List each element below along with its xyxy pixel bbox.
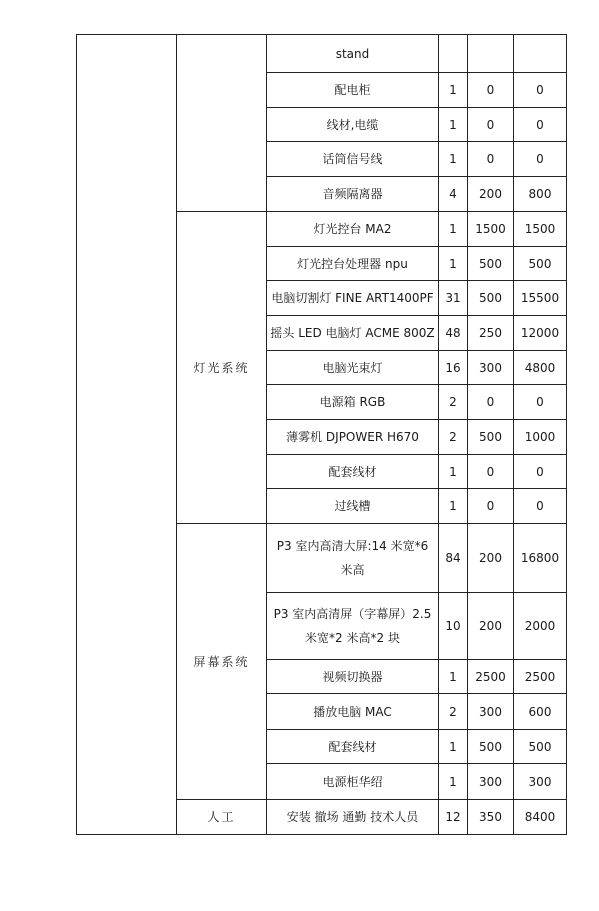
item-name-cell: 电源箱 RGB bbox=[267, 385, 439, 420]
section-lighting-cell: 灯光系统 bbox=[177, 212, 267, 524]
total-cell: 500 bbox=[514, 730, 567, 764]
item-name-cell: 灯光控台处理器 npu bbox=[267, 247, 439, 281]
item-name-cell: 薄雾机 DJPOWER H670 bbox=[267, 420, 439, 455]
quantity-cell: 4 bbox=[439, 177, 468, 212]
total-cell: 4800 bbox=[514, 351, 567, 385]
total-cell: 500 bbox=[514, 247, 567, 281]
total-cell: 1500 bbox=[514, 212, 567, 247]
total-cell: 1000 bbox=[514, 420, 567, 455]
quote-table bbox=[76, 34, 567, 835]
unit-price-cell: 0 bbox=[468, 489, 514, 524]
total-cell: 8400 bbox=[514, 800, 567, 835]
quantity-cell: 1 bbox=[439, 764, 468, 800]
quantity-cell: 12 bbox=[439, 800, 468, 835]
item-name-cell: 电脑光束灯 bbox=[267, 351, 439, 385]
unit-price-cell: 350 bbox=[468, 800, 514, 835]
total-cell: 0 bbox=[514, 108, 567, 142]
quantity-cell: 1 bbox=[439, 108, 468, 142]
quantity-cell: 1 bbox=[439, 73, 468, 108]
item-name-cell: 配套线材 bbox=[267, 455, 439, 489]
unit-price-cell: 2500 bbox=[468, 660, 514, 694]
quantity-cell: 1 bbox=[439, 660, 468, 694]
quantity-cell: 31 bbox=[439, 281, 468, 316]
total-cell: 15500 bbox=[514, 281, 567, 316]
quantity-cell: 1 bbox=[439, 455, 468, 489]
item-name-cell: 线材,电缆 bbox=[267, 108, 439, 142]
quantity-cell: 2 bbox=[439, 385, 468, 420]
unit-price-cell: 0 bbox=[468, 142, 514, 177]
unit-price-cell: 0 bbox=[468, 73, 514, 108]
total-cell: 0 bbox=[514, 385, 567, 420]
quantity-cell: 2 bbox=[439, 694, 468, 730]
quantity-cell: 1 bbox=[439, 212, 468, 247]
quantity-cell: 2 bbox=[439, 420, 468, 455]
section-labor-cell: 人工 bbox=[177, 800, 267, 835]
total-cell: 0 bbox=[514, 455, 567, 489]
item-name-cell: 配套线材 bbox=[267, 730, 439, 764]
total-cell: 300 bbox=[514, 764, 567, 800]
item-name-cell: 播放电脑 MAC bbox=[267, 694, 439, 730]
item-name-cell: P3 室内高清屏（字幕屏）2.5 米宽*2 米高*2 块 bbox=[267, 593, 439, 660]
unit-price-cell: 200 bbox=[468, 593, 514, 660]
quantity-cell: 48 bbox=[439, 316, 468, 351]
item-name-cell: 安装 撤场 通勤 技术人员 bbox=[267, 800, 439, 835]
unit-price-cell: 250 bbox=[468, 316, 514, 351]
quantity-cell: 1 bbox=[439, 730, 468, 764]
item-name-cell: stand bbox=[267, 35, 439, 73]
quantity-cell: 1 bbox=[439, 247, 468, 281]
quantity-cell: 10 bbox=[439, 593, 468, 660]
unit-price-cell: 200 bbox=[468, 524, 514, 593]
total-cell: 12000 bbox=[514, 316, 567, 351]
total-cell: 800 bbox=[514, 177, 567, 212]
unit-price-cell: 0 bbox=[468, 108, 514, 142]
quantity-cell bbox=[439, 35, 468, 73]
item-name-cell: 过线槽 bbox=[267, 489, 439, 524]
item-name-cell: 电脑切割灯 FINE ART1400PF bbox=[267, 281, 439, 316]
table-row bbox=[77, 35, 567, 73]
unit-price-cell: 500 bbox=[468, 730, 514, 764]
unit-price-cell: 300 bbox=[468, 694, 514, 730]
item-name-cell: 灯光控台 MA2 bbox=[267, 212, 439, 247]
quantity-cell: 1 bbox=[439, 489, 468, 524]
unit-price-cell: 500 bbox=[468, 420, 514, 455]
total-cell: 0 bbox=[514, 142, 567, 177]
unit-price-cell: 300 bbox=[468, 351, 514, 385]
section-screen-cell: 屏幕系统 bbox=[177, 524, 267, 800]
item-name-cell: 视频切换器 bbox=[267, 660, 439, 694]
total-cell: 0 bbox=[514, 73, 567, 108]
item-name-cell: 话筒信号线 bbox=[267, 142, 439, 177]
total-cell: 2000 bbox=[514, 593, 567, 660]
quantity-cell: 16 bbox=[439, 351, 468, 385]
total-cell: 0 bbox=[514, 489, 567, 524]
unit-price-cell: 200 bbox=[468, 177, 514, 212]
quantity-cell: 84 bbox=[439, 524, 468, 593]
outer-category-cell bbox=[77, 35, 177, 835]
unit-price-cell: 0 bbox=[468, 455, 514, 489]
item-name-cell: P3 室内高清大屏:14 米宽*6 米高 bbox=[267, 524, 439, 593]
total-cell: 2500 bbox=[514, 660, 567, 694]
item-name-cell: 配电柜 bbox=[267, 73, 439, 108]
quantity-cell: 1 bbox=[439, 142, 468, 177]
unit-price-cell: 500 bbox=[468, 281, 514, 316]
unit-price-cell: 1500 bbox=[468, 212, 514, 247]
section-audio-cell bbox=[177, 35, 267, 212]
total-cell: 600 bbox=[514, 694, 567, 730]
total-cell: 16800 bbox=[514, 524, 567, 593]
unit-price-cell: 0 bbox=[468, 385, 514, 420]
total-cell bbox=[514, 35, 567, 73]
item-name-cell: 音频隔离器 bbox=[267, 177, 439, 212]
item-name-cell: 摇头 LED 电脑灯 ACME 800Z bbox=[267, 316, 439, 351]
unit-price-cell: 500 bbox=[468, 247, 514, 281]
item-name-cell: 电源柜华绍 bbox=[267, 764, 439, 800]
unit-price-cell: 300 bbox=[468, 764, 514, 800]
unit-price-cell bbox=[468, 35, 514, 73]
